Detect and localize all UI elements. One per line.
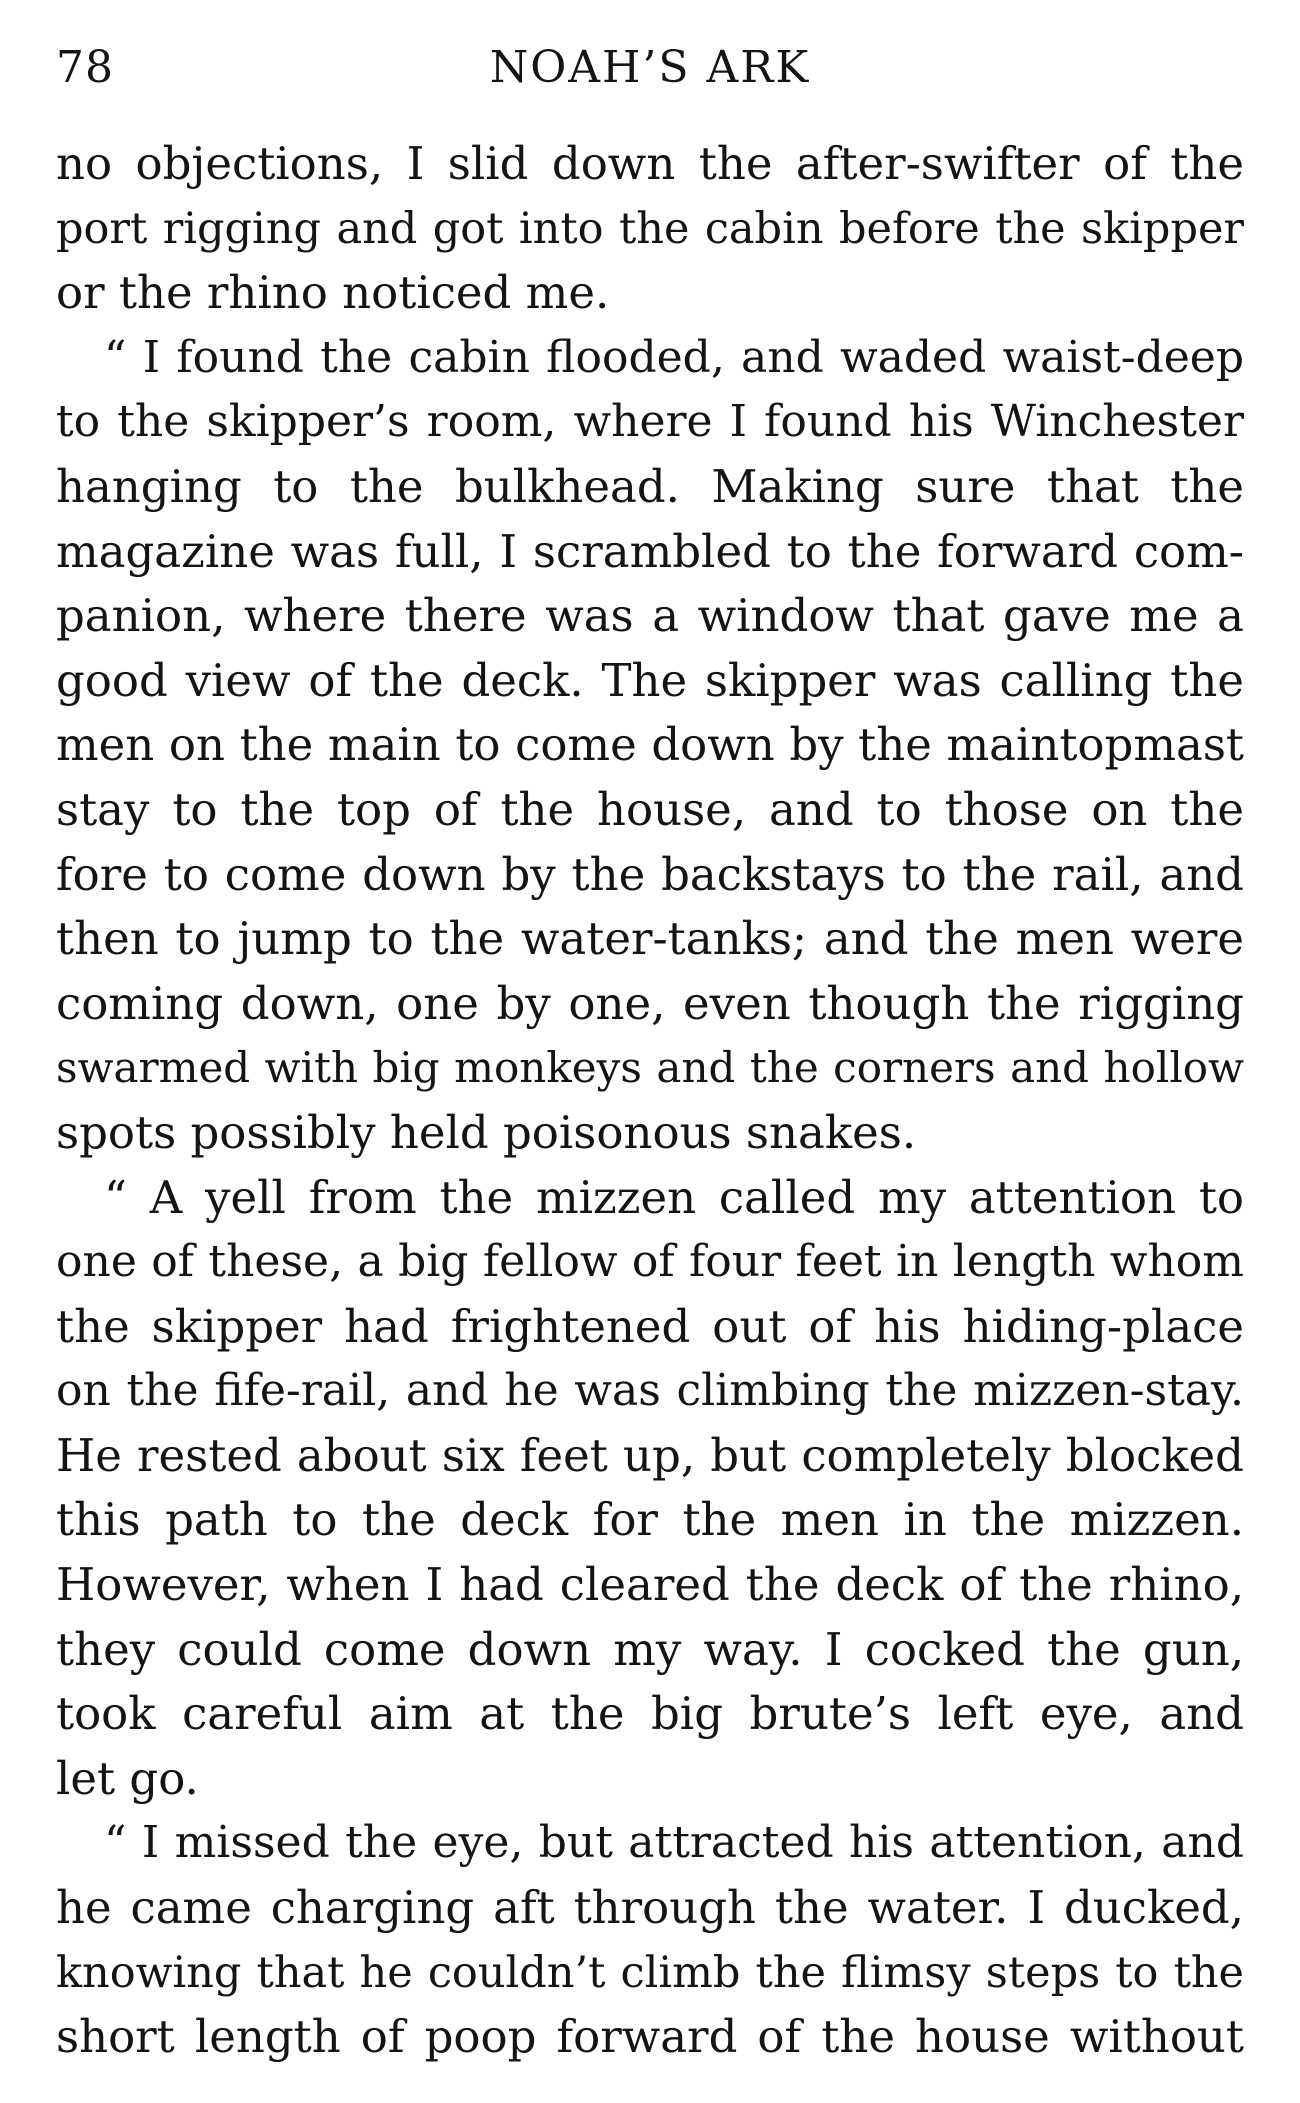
text-line: swarmed with big monkeys and the corners and hollow: [56, 1043, 1244, 1093]
text-line: port rigging and got into the cabin before the skipper: [56, 203, 1244, 254]
text-line: knowing that he couldn’t climb the flimsy steps to the: [56, 1947, 1244, 1998]
text-line: or the rhino noticed me.: [56, 266, 610, 320]
text-line: “ I found the cabin flooded, and waded waist-deep: [104, 331, 1244, 383]
text-line: However, when I had cleared the deck of the rhino,: [56, 1558, 1244, 1612]
text-line: to the skipper’s room, where I found his Winchester: [56, 396, 1244, 448]
body-text: [56, 132, 1244, 2070]
text-line: one of these, a big fellow of four feet in length whom: [56, 1236, 1244, 1288]
text-line: panion, where there was a window that gave me a: [56, 589, 1244, 643]
text-line: they could come down my way. I cocked the gun,: [56, 1622, 1244, 1676]
text-line: fore to come down by the backstays to the rail, and: [56, 847, 1244, 901]
text-line: he came charging aft through the water. I ducked,: [56, 1881, 1244, 1935]
text-line: no objections, I slid down the after-swifter of the: [56, 137, 1244, 190]
text-line: stay to the top of the house, and to those on the: [56, 782, 1244, 836]
text-line: the skipper had frightened out of his hiding-place: [56, 1299, 1244, 1353]
text-line: short length of poop forward of the house without: [56, 2010, 1244, 2064]
text-line: took careful aim at the big brute’s left eye, and: [56, 1687, 1244, 1741]
page-header: [56, 38, 1244, 98]
text-line: on the fife-rail, and he was climbing the mizzen-stay.: [56, 1365, 1244, 1417]
text-line: “ A yell from the mizzen called my attention to: [104, 1170, 1244, 1224]
text-line: magazine was full, I scrambled to the forward com-: [56, 524, 1244, 578]
text-line: hanging to the bulkhead. Making sure that the: [56, 459, 1244, 513]
text-line: then to jump to the water-tanks; and the men were: [56, 912, 1244, 966]
running-head: NOAH’S ARK: [489, 42, 811, 93]
page-number: 78: [56, 42, 114, 93]
text-line: good view of the deck. The skipper was calling the: [56, 653, 1244, 707]
text-line: coming down, one by one, even though the rigging: [56, 976, 1244, 1030]
text-line: men on the main to come down by the maintopmast: [56, 718, 1244, 772]
text-line: let go.: [56, 1751, 199, 1805]
text-line: “ I missed the eye, but attracted his attention, and: [104, 1817, 1244, 1869]
text-line: this path to the deck for the men in the mizzen.: [56, 1493, 1244, 1547]
text-line: spots possibly held poisonous snakes.: [56, 1105, 917, 1159]
text-line: He rested about six feet up, but completely blocked: [56, 1428, 1244, 1482]
